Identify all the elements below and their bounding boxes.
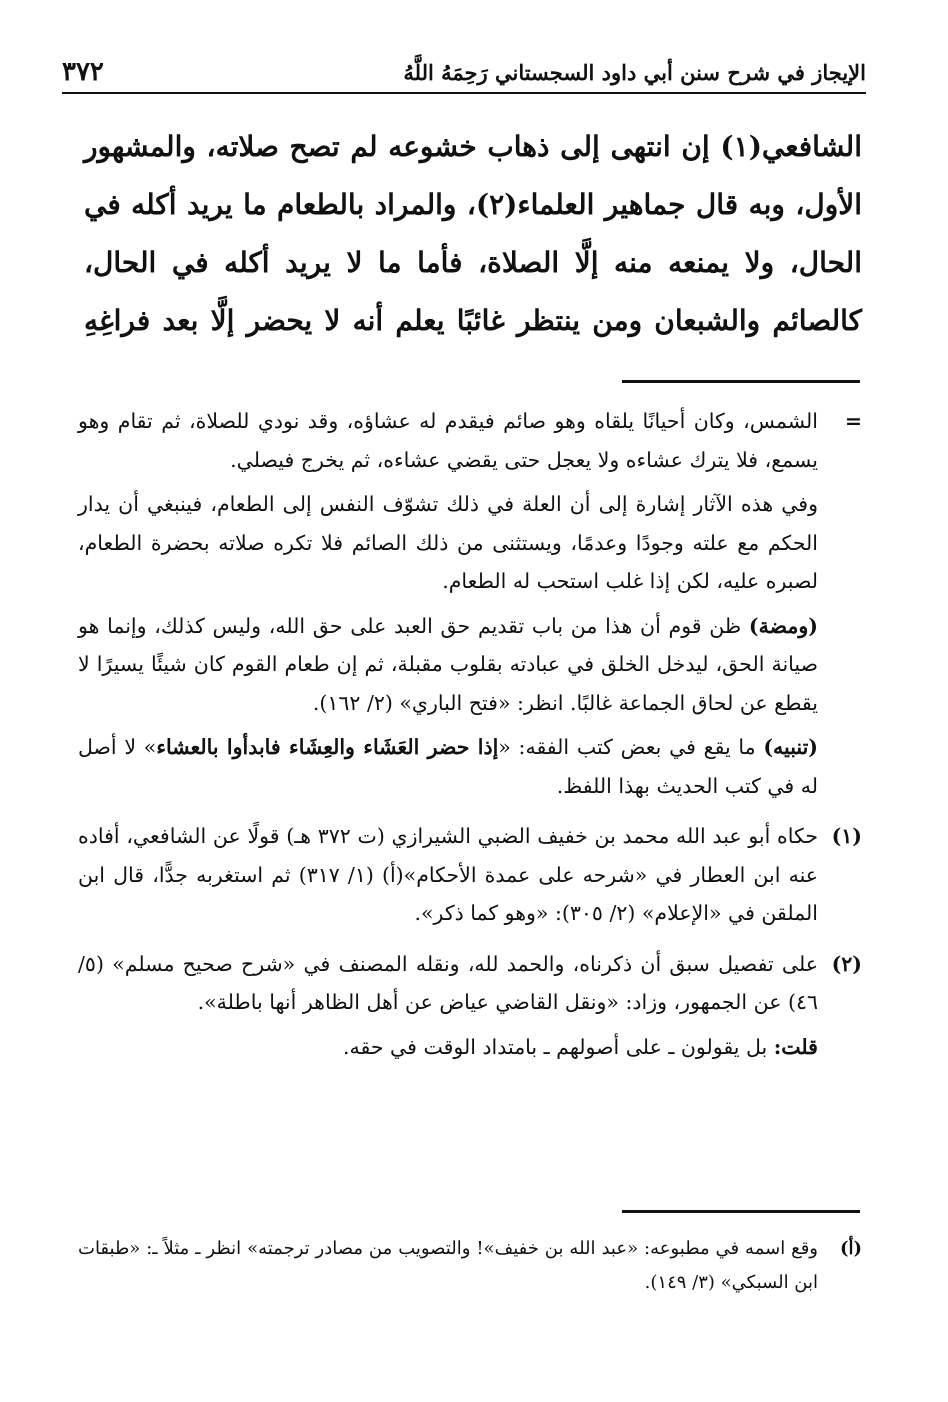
- subfootnote-a: [78, 1232, 862, 1306]
- note-text: بل يقولون ـ على أصولهم ـ بامتداد الوقت في حقه.: [342, 1034, 768, 1059]
- footnote-paragraph: الشمس، وكان أحيانًا يلقاه وهو صائم فيقدم له عشاؤه، وقد نودي للصلاة، ثم تقام وهو يسمع، فلا يترك عشاءه ولا يعجل حتى يقضي عشاءه، ثم يخرج فيصلي.: [78, 409, 818, 472]
- footnotes: [78, 402, 862, 1078]
- note-label: (ومضة): [748, 613, 818, 638]
- note-text: ما يقع في بعض كتب الفقه: «: [498, 735, 756, 759]
- subfootnotes: [78, 1232, 862, 1312]
- footnote-paragraph: حكاه أبو عبد الله محمد بن خفيف الضبي الشيرازي (ت ٣٧٢ هـ) قولًا عن الشافعي، أفاده عنه ابن العطار في «شرحه على عمدة الأحكام»(أ) (١/ ٣١٧) ثم استغربه جدًّا، قال ابن الملقن في «الإعلام» (٢/ ٣٠٥): «وهو كما ذكر».: [78, 824, 819, 925]
- footnote-1: [78, 817, 862, 939]
- main-line: الشافعي(١) إن انتهى إلى ذهاب خشوعه لم تصح صلاته، والمشهور: [84, 130, 862, 163]
- footnote-marker: (١): [831, 824, 862, 848]
- footnote-marker: (أ): [839, 1238, 862, 1259]
- page-number: ٣٧٢: [62, 57, 104, 87]
- footnote-paragraph: وقع اسمه في مطبوعه: «عبد الله بن خفيف»! والتصويب من مصادر ترجمته» انظر ـ مثلاً ـ: «طبقات ابن السبكي» (٣/ ١٤٩).: [78, 1238, 818, 1293]
- footnote-2: [78, 945, 862, 1073]
- footnote-continued: [78, 402, 862, 811]
- main-line: كالصائم والشبعان ومن ينتظر غائبًا يعلم أنه لا يحضر إلَّا بعد فراغِهِ: [84, 304, 862, 337]
- note-text: ظن قوم أن هذا من باب تقديم حق العبد على حق الله، وليس كذلك، وإنما هو صيانة الحق، ليدخل الخلق في عبادته بقلوب مقبلة، ثم إن طعام القوم كان شيئًا يسيرًا لا يقطع عن لحاق الجماعة غالبًا. انظر: «فتح الباري» (٢/ ١٦٢).: [78, 613, 818, 715]
- footnote-paragraph: [78, 607, 818, 723]
- main-line: الحال، ولا يمنعه منه إلَّا الصلاة، فأما ما لا يريد أكله في الحال،: [84, 246, 862, 279]
- footnote-paragraph: على تفصيل سبق أن ذكرناه، والحمد لله، ونقله المصنف في «شرح صحيح مسلم» (٥/ ٤٦) عن الجمهور، وزاد: «ونقل القاضي عياض عن أهل الظاهر أنها باطلة».: [78, 951, 818, 1014]
- note-label: (تنبيه): [763, 735, 818, 759]
- note-label: قلت:: [773, 1034, 818, 1059]
- footnote-paragraph: وفي هذه الآثار إشارة إلى أن العلة في ذلك تشوّف النفس إلى الطعام، فينبغي أن يدار الحكم مع علته وجودًا وعدمًا، ويستثنى من ذلك الصائم فلا تكره صلاته بحضرة الطعام، لصبره عليه، لكن إذا غلب استحب له الطعام.: [78, 492, 818, 593]
- running-title: الإيجاز في شرح سنن أبي داود السجستاني رَحِمَهُ اللَّهُ: [403, 59, 866, 85]
- subfootnote-divider: [622, 1210, 860, 1213]
- page-header: [62, 52, 866, 94]
- footnote-divider: [622, 380, 860, 383]
- footnote-paragraph: [78, 728, 818, 805]
- note-text: » لا أصل له في كتب الحديث بهذا اللفظ.: [78, 735, 818, 798]
- footnote-marker: =: [844, 409, 862, 433]
- footnote-marker: (٢): [831, 951, 862, 976]
- main-text: [84, 118, 862, 350]
- quoted-phrase: إذا حضر العَشَاء والعِشَاء فابدأوا بالعشاء: [156, 735, 499, 759]
- footnote-paragraph: [78, 1028, 818, 1067]
- main-line: الأول، وبه قال جماهير العلماء(٢)، والمراد بالطعام ما يريد أكله في: [84, 188, 862, 221]
